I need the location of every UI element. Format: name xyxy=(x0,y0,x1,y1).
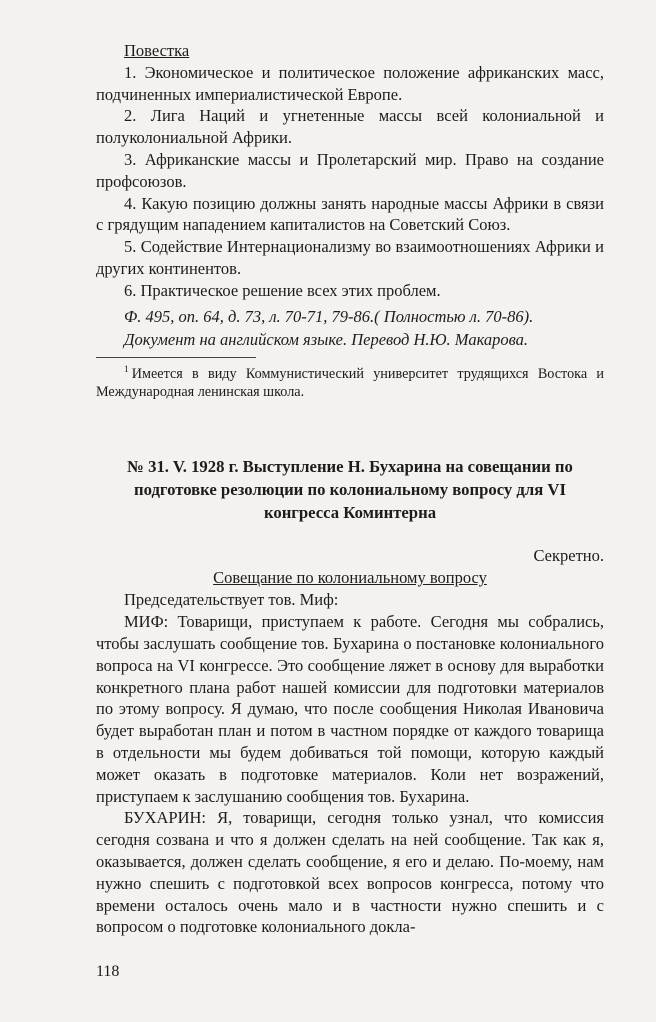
agenda-item: 1. Экономическое и политическое положение африканских масс, подчиненных империалистической Европе. xyxy=(96,62,604,104)
document-title: № 31. V. 1928 г. Выступление Н. Бухарина на совещании по подготовке резолюции по колониальному вопросу для VI конгресса Коминтерна xyxy=(127,457,573,523)
page-number: 118 xyxy=(96,963,120,980)
chair-line: Председательствует тов. Миф: xyxy=(124,590,339,610)
archive-reference: Ф. 495, оп. 64, д. 73, л. 70-71, 79-86.( Полностью л. 70-86). xyxy=(124,306,534,326)
footnote-divider xyxy=(96,357,256,358)
agenda-item: 5. Содействие Интернационализму во взаимоотношениях Африки и других континентов. xyxy=(96,237,604,278)
agenda-item: 6. Практическое решение всех этих проблем. xyxy=(124,280,441,300)
speech-bukharin: БУХАРИН: Я, товарищи, сегодня только узнал, что комиссия сегодня созвана и что я должен сделать на ней сообщение. Так как я, оказывается, должен сделать сообщение, я его и делаю. По-моему, нам нужно спешить с подготовкой всех вопросов конгресса, потому что времени осталось очень мало и в частности нужно спешить и с вопросом о подготовке колониального докла- xyxy=(96,808,604,937)
agenda-item: 3. Африканские массы и Пролетарский мир. Право на создание профсоюзов. xyxy=(96,149,604,191)
translation-note: Документ на английском языке. Перевод Н.Ю. Макарова. xyxy=(124,329,529,349)
meeting-heading: Совещание по колониальному вопросу xyxy=(213,568,487,588)
agenda-item: 4. Какую позицию должны занять народные массы Африки в связи с грядущим нападением капиталистов на Советский Союз. xyxy=(96,193,604,235)
page-content xyxy=(96,40,604,938)
classification-label: Секретно. xyxy=(533,546,604,566)
footnote xyxy=(96,361,604,402)
footnote-text: Имеется в виду Коммунистический университет трудящихся Востока и Международная ленинская школа. xyxy=(96,365,604,400)
speech-mif: МИФ: Товарищи, приступаем к работе. Сегодня мы собрались, чтобы заслушать сообщение тов. Бухарина о постановке колониального вопроса на VI конгрессе. Это сообщение ляжет в основу для выработки конкретного плана работ нашей комиссии для подготовки материалов по этому вопросу. Я думаю, что после сообщения Николая Ивановича будет выработан план и потом в частном порядке от каждого товарища в отдельности мы будем добиваться той помощи, которую каждый может оказать в подготовке материалов. Коли нет возражений, приступаем к заслушанию сообщения тов. Бухарина. xyxy=(96,612,604,806)
agenda-title: Повестка xyxy=(124,41,190,60)
footnote-mark: 1 xyxy=(124,364,129,375)
agenda-item: 2. Лига Наций и угнетенные массы всей колониальной и полуколониальной Африки. xyxy=(96,106,604,148)
